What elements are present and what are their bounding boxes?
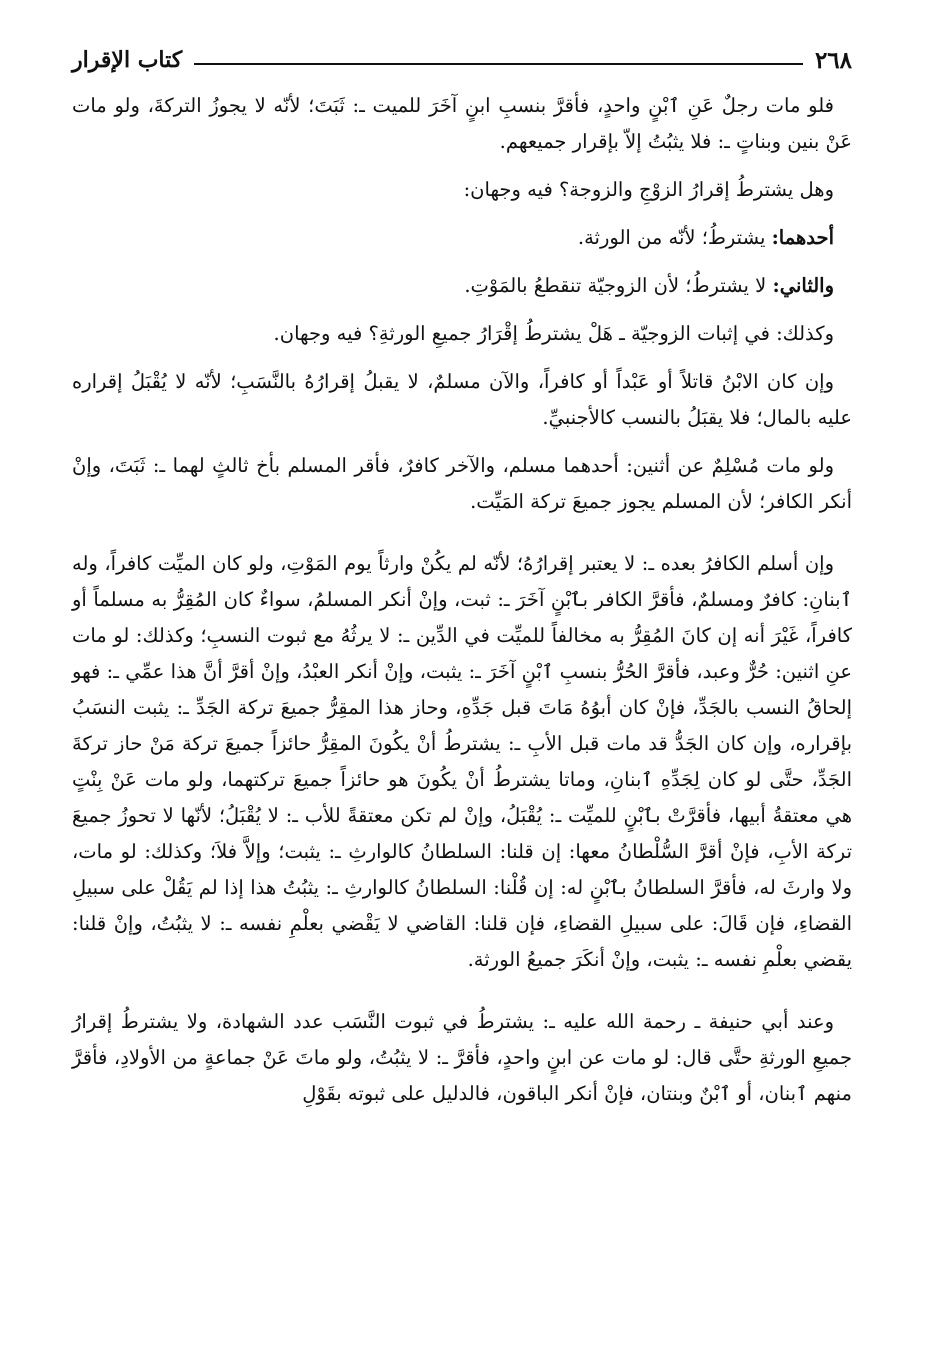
book-title: كتاب الإقرار [72,47,183,73]
paragraph-8: وإن أسلم الكافرُ بعده ـ: لا يعتبر إقرارُهُ؛ لأنّه لم يكُنْ وارثاً يوم المَوْتِ، ولو كان الميِّت كافراً، وله ٱبنانِ: كافرٌ ومسلمٌ، فأقرَّ الكافر بٱبْنٍ آخَرَ ـ: ثبت، وإنْ أنكر المسلمُ، سواءٌ كان المُقِرُّ به مسلماً أو كافراً، غَيْرَ أنه إن كانَ المُقِرُّ به مخالفاً للميِّت في الدِّين ـ: لا يرثُهُ مع ثبوت النسبِ؛ وكذلك: لو مات عنِ اثنين: حُرٌّ وعبد، فأقرَّ الحُرُّ بنسبِ ٱبْنٍ آخَرَ ـ: يثبت، وإنْ أنكر العبْدُ، وإنْ أقرَّ أنَّ هذا عمِّي ـ: فهو إلحاقُ النسب بالجَدِّ، فإنْ كان أبوُهُ مَاتَ قبل جَدِّهِ، وحاز هذا المقِرُّ جميعَ تركة الجَدِّ ـ: يثبت النسَبُ بإقراره، وإن كان الجَدُّ قد مات قبل الأبِ ـ: يشترطُ أنْ يكُونَ المقِرُّ حائزاً جميعَ تركة مَنْ حاز تركةَ الجَدِّ، حتَّى لو كان لِجَدِّهِ ٱبنانِ، وماتا يشترطُ أنْ يكُونَ هو حائزاً جميعَ تركتهما، ولو مات عَنْ بِنْتٍ هي معتقةُ أبيها، فأقرَّتْ بٱبْنٍ للميِّت ـ: يُقْبَلُ، وإنْ لم تكن معتقةً للأب ـ: لا يُقْبَلُ؛ لأنّها لا تحوزُ جميعَ تركة الأبِ، فإنْ أقرَّ السُّلْطانُ معها: إن قلنا: السلطانُ كالوارثِ ـ: يثبت؛ وإلاَّ فلاَ؛ وكذلك: لو مات، ولا وارثَ له، فأقرَّ السلطانُ بٱبْنٍ له: إن قُلْنا: السلطانُ كالوارثِ ـ: يثبُتُ هذا إذا لم يَقُلْ على سبيلِ القضاءِ، فإن قَالَ: على سبيلِ القضاءِ، فإن قلنا: القاضي لا يَقْضي بعلْمِ نفسه ـ: لا يثبُتُ، وإنْ قلنا: يقضي بعلْمِ نفسه ـ: يثبت، وإنْ أنكَرَ جميعُ الورثة. [72,552,852,971]
paragraph-4: والثاني: لا يشترطُ؛ لأن الزوجيّة تنقطعُ بالمَوْتِ. [464,274,834,297]
paragraph-6: وإن كان الابْنُ قاتلاً أو عَبْداً أو كافراً، والآن مسلمٌ، لا يقبلُ إقرارُهُ بالنَّسَبِ؛ لأنّه لا يُقْبَلُ إقراره عليه بالمال؛ فلا يقبَلُ بالنسب كالأجنبيِّ. [72,370,852,429]
paragraph-1: فلو مات رجلٌ عَنِ ٱبْنٍ واحدٍ، فأقرَّ بنسبِ ابنٍ آخَرَ للميت ـ: ثَبَتَ؛ لأنّه لا يجوزُ التركةَ، ولو مات عَنْ بنين وبناتٍ ـ: فلا يثبُتُ إلاّ بإقرار جميعهم. [72,94,852,153]
paragraph-2: وهل يشترطُ إقرارُ الزوْجِ والزوجة؟ فيه وجهان: [463,178,834,201]
first-view-label: أحدهما: [771,226,834,249]
second-view-label: والثاني: [772,274,834,297]
page-body [72,88,852,1112]
paragraph-5: وكذلك: في إثبات الزوجيّة ـ هَلْ يشترطُ إقْرَارُ جميعِ الورثةِ؟ فيه وجهان. [273,322,834,345]
paragraph-7: ولو مات مُسْلِمٌ عن أثنين: أحدهما مسلم، والآخر كافرٌ، فأقر المسلم بأخ ثالثٍ لهما ـ: ثَبَتَ، وإنْ أنكر الكافر؛ لأن المسلم يجوز جميعَ تركة المَيِّت. [72,454,852,513]
header-rule [194,63,803,65]
running-header [72,40,852,80]
paragraph-3: أحدهما: يشترطُ؛ لأنّه من الورثة. [577,226,834,249]
paragraph-9: وعند أبي حنيفة ـ رحمة الله عليه ـ: يشترطُ في ثبوت النَّسَب عدد الشهادة، ولا يشترطُ إقرارُ جميعِ الورثةِ حتَّى قال: لو مات عن ابنٍ واحدٍ، فأقرَّ ـ: لا يثبُتُ، ولو ماتَ عَنْ جماعةٍ من الأولادِ، فأقرَّ منهم ٱبنان، أو ٱبْنٌ وبنتان، فإنْ أنكر الباقون، فالدليل على ثبوته بقَوْلِ [72,1010,852,1105]
book-page [72,40,852,1335]
page-number: ٢٦٨ [814,46,852,74]
